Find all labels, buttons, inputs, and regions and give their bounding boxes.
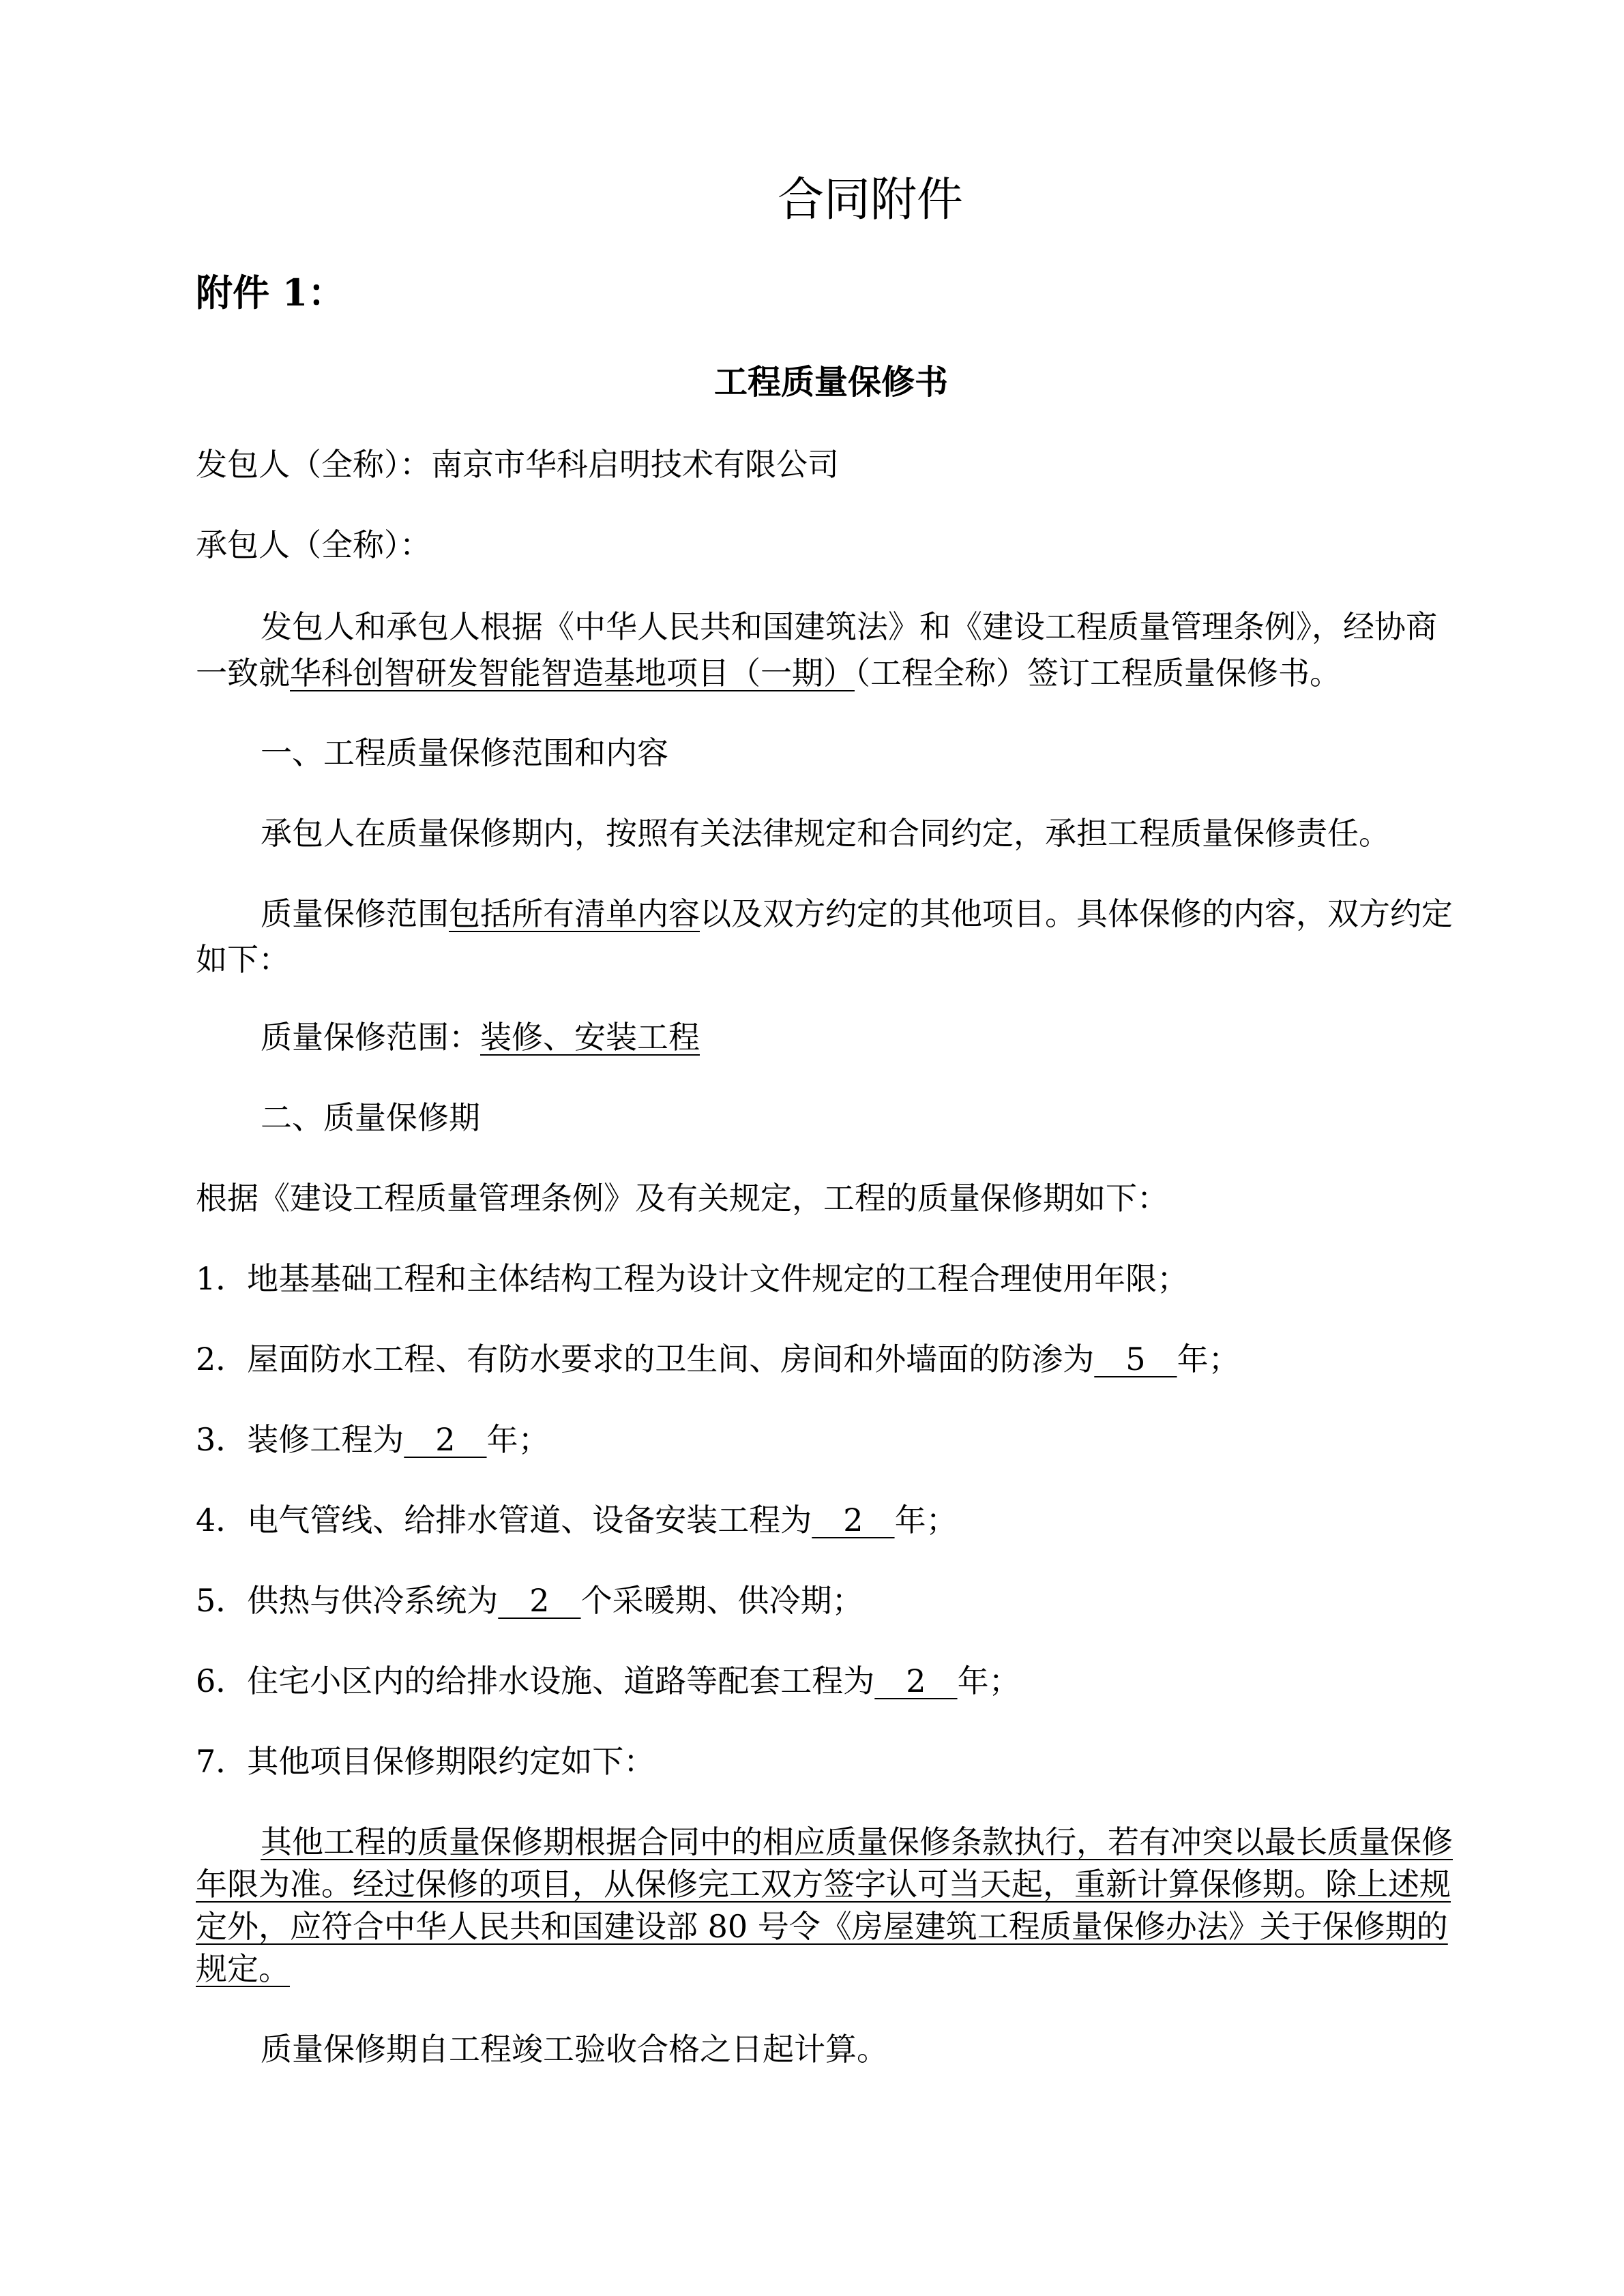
warranty-scope-line xyxy=(261,1017,700,1057)
item-6-text: 6．住宅小区内的给排水设施、道路等配套工程为 xyxy=(196,1663,875,1699)
item-4-unit: 年； xyxy=(894,1502,958,1538)
contractor-label: 承包人（全称）： xyxy=(196,526,431,563)
period-item-2 xyxy=(196,1339,1240,1379)
annex-label: 附件 1： xyxy=(196,271,345,314)
item-5-text: 5．供热与供冷系统为 xyxy=(196,1582,499,1619)
closing-paragraph: 质量保修期自工程竣工验收合格之日起计算。 xyxy=(261,2031,888,2068)
other-terms-line-2: 年限为准。经过保修的项目，从保修完工双方签字认可当天起，重新计算保修期。除上述规 xyxy=(196,1866,1451,1903)
section-2-intro: 根据《建设工程质量管理条例》及有关规定，工程的质量保修期如下： xyxy=(196,1180,1168,1217)
period-item-5 xyxy=(196,1581,863,1620)
item-3-unit: 年； xyxy=(486,1421,550,1458)
item-4-text: 4．电气管线、给排水管道、设备安装工程为 xyxy=(196,1502,812,1538)
item-2-value: 5 xyxy=(1094,1341,1177,1377)
period-item-3 xyxy=(196,1420,550,1459)
employer-line xyxy=(196,445,839,484)
item-3-text: 3．装修工程为 xyxy=(196,1421,404,1458)
section-1-paragraph-1: 承包人在质量保修期内，按照有关法律规定和合同约定，承担工程质量保修责任。 xyxy=(261,815,1390,852)
scope-suffix: 以及双方约定的其他项目。具体保修的内容，双方约定 xyxy=(700,895,1453,932)
item-4-value: 2 xyxy=(812,1502,895,1538)
other-terms-line-4: 规定。 xyxy=(196,1950,290,1987)
warranty-scope-label: 质量保修范围： xyxy=(261,1019,480,1056)
section-title: 工程质量保修书 xyxy=(714,362,949,402)
intro-line-1: 发包人和承包人根据《中华人民共和国建筑法》和《建设工程质量管理条例》，经协商 xyxy=(261,608,1437,645)
section-2-heading: 二、质量保修期 xyxy=(261,1099,480,1136)
item-5-unit: 个采暖期、供冷期； xyxy=(580,1582,863,1619)
item-6-value: 2 xyxy=(874,1663,958,1699)
scope-prefix: 质量保修范围 xyxy=(261,895,449,932)
item-2-unit: 年； xyxy=(1177,1341,1240,1377)
document-title: 合同附件 xyxy=(778,173,964,227)
intro-suffix: （工程全称）签订工程质量保修书。 xyxy=(855,655,1341,691)
section-1-paragraph-2-line-1 xyxy=(261,894,1453,934)
period-item-6 xyxy=(196,1661,1020,1701)
period-item-4 xyxy=(196,1500,958,1540)
item-3-value: 2 xyxy=(404,1421,487,1458)
period-item-7: 7．其他项目保修期限约定如下： xyxy=(196,1743,655,1780)
other-terms-line-1: 其他工程的质量保修期根据合同中的相应质量保修条款执行，若有冲突以最长质量保修 xyxy=(261,1823,1453,1860)
warranty-scope-value: 装修、安装工程 xyxy=(480,1019,700,1056)
project-name: 华科创智研发智能智造基地项目（一期） xyxy=(290,655,855,691)
item-6-unit: 年； xyxy=(957,1663,1020,1699)
intro-line-2 xyxy=(196,653,1341,693)
scope-value: 包括所有清单内容 xyxy=(449,895,700,932)
employer-label: 发包人（全称）： xyxy=(196,446,431,483)
item-5-value: 2 xyxy=(498,1582,581,1619)
other-terms-line-3: 定外，应符合中华人民共和国建设部 80 号令《房屋建筑工程质量保修办法》关于保修期的 xyxy=(196,1908,1448,1945)
section-1-heading: 一、工程质量保修范围和内容 xyxy=(261,734,668,771)
section-1-paragraph-2-line-2: 如下： xyxy=(196,941,290,978)
period-item-1: 1．地基基础工程和主体结构工程为设计文件规定的工程合理使用年限； xyxy=(196,1260,1189,1297)
item-2-text: 2．屋面防水工程、有防水要求的卫生间、房间和外墙面的防渗为 xyxy=(196,1341,1095,1377)
employer-name: 南京市华科启明技术有限公司 xyxy=(431,446,839,483)
intro-prefix: 一致就 xyxy=(196,655,290,691)
contractor-line xyxy=(196,525,431,565)
